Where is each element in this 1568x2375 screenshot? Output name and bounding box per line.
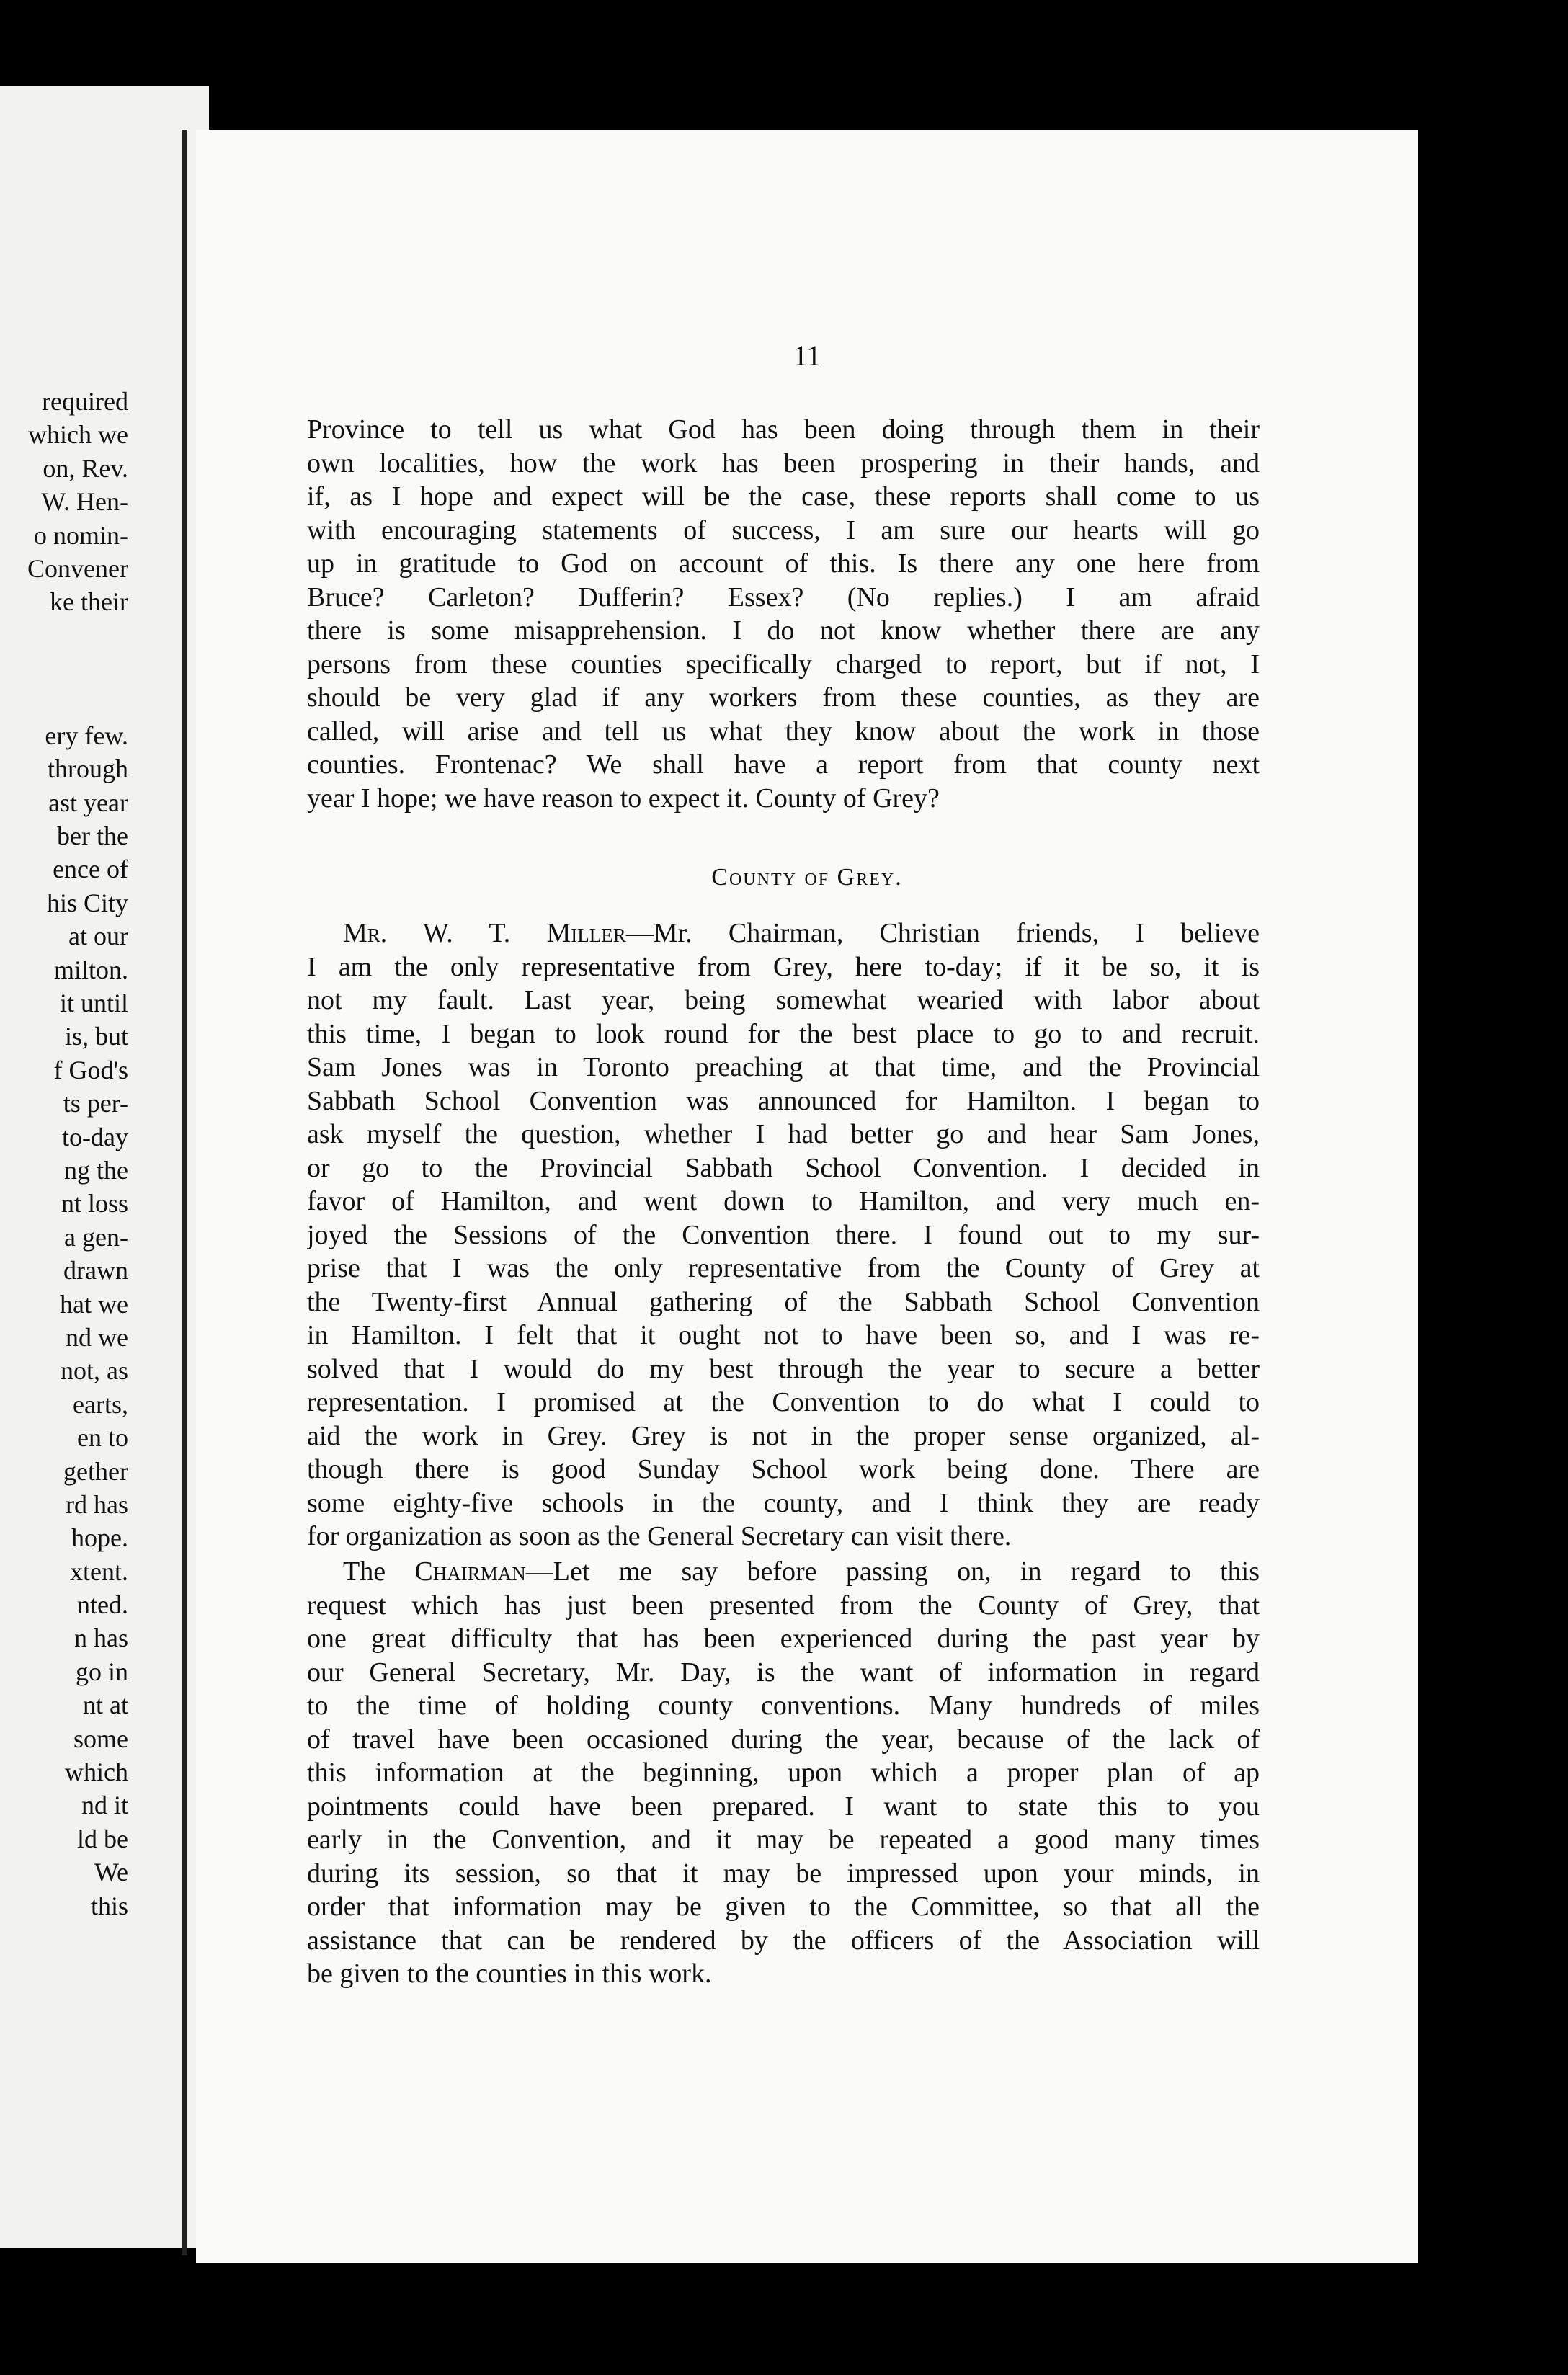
left-page-line: nt loss	[61, 1189, 128, 1218]
miller-paragraph	[307, 917, 1260, 1554]
text-line: year I hope; we have reason to expect it. County of Grey?	[307, 783, 940, 814]
text-line: our General Secretary, Mr. Day, is the want of information in regard	[307, 1657, 1260, 1688]
text-line: assistance that can be rendered by the officers of the Association will	[307, 1925, 1260, 1956]
text-line: ask myself the question, whether I had better go and hear Sam Jones,	[307, 1119, 1260, 1149]
chairman-first-line: The Chairman—Let me say before passing on, in regard to this	[343, 1556, 1260, 1587]
text-line: counties. Frontenac? We shall have a report from that county next	[307, 749, 1260, 780]
left-page-line: it until	[59, 989, 128, 1018]
left-page-line: hope.	[71, 1523, 128, 1553]
left-page-line: n has	[74, 1623, 128, 1653]
text-line: own localities, how the work has been prospering in their hands, and	[307, 447, 1260, 478]
left-page-line: nd we	[66, 1322, 128, 1352]
text-line: up in gratitude to God on account of this. Is there any one here from	[307, 548, 1260, 579]
speaker-name: Mr. W. T. Miller	[343, 918, 626, 948]
page-number: 11	[793, 339, 821, 372]
left-page-line: not, as	[61, 1356, 128, 1386]
left-page-line: milton.	[53, 955, 128, 984]
text-line: though there is good Sunday School work being done. There are	[307, 1454, 1260, 1484]
left-page-line: ence of	[53, 855, 128, 884]
left-page-line: his City	[46, 888, 128, 917]
left-page-line: at our	[68, 922, 128, 951]
text-line: joyed the Sessions of the Convention there. I found out to my sur-	[307, 1219, 1260, 1250]
left-page-text	[0, 385, 128, 1922]
left-page-line: f God's	[53, 1055, 128, 1084]
left-page-line: drawn	[63, 1256, 128, 1285]
left-page-line	[0, 652, 128, 685]
text-line: to the time of holding county conventions. Many hundreds of miles	[307, 1690, 1260, 1721]
text-line: there is some misapprehension. I do not know whether there are any	[307, 615, 1260, 646]
left-page-line: go in	[75, 1657, 128, 1686]
left-page-line: a gen-	[64, 1222, 128, 1252]
text-line: in Hamilton. I felt that it ought not to have been so, and I was re-	[307, 1320, 1260, 1350]
text-line: early in the Convention, and it may be repeated a good many times	[307, 1824, 1260, 1855]
text-line: Sam Jones was in Toronto preaching at that time, and the Provincial	[307, 1052, 1260, 1082]
text-line: aid the work in Grey. Grey is not in the proper sense organized, al-	[307, 1420, 1260, 1451]
left-page-line: ast year	[48, 788, 128, 817]
text-line: if, as I hope and expect will be the case, these reports shall come to us	[307, 481, 1260, 512]
page-gutter	[182, 130, 187, 2255]
left-page-fragment	[0, 86, 209, 2248]
intro-paragraph	[307, 413, 1260, 815]
left-page-line: ke their	[50, 587, 128, 617]
text-line: should be very glad if any workers from these counties, as they are	[307, 682, 1260, 713]
left-page-line: nd it	[81, 1791, 128, 1820]
text-line: request which has just been presented from the County of Grey, that	[307, 1590, 1260, 1621]
text-line: Bruce? Carleton? Dufferin? Essex? (No replies.) I am afraid	[307, 582, 1260, 612]
chairman-paragraph	[307, 1555, 1260, 1991]
text-line: this time, I began to look round for the best place to go to and recruit.	[307, 1018, 1260, 1049]
left-page-line	[0, 619, 128, 652]
left-page-line: required	[42, 387, 128, 416]
left-page-line: We	[94, 1858, 128, 1887]
left-page-line: through	[48, 754, 128, 784]
text-line: Sabbath School Convention was announced for Hamilton. I began to	[307, 1085, 1260, 1116]
left-page-line: on, Rev.	[43, 453, 128, 483]
left-page-line: which	[65, 1757, 128, 1787]
left-page-line: ery few.	[45, 721, 128, 750]
left-page-line: some	[74, 1724, 128, 1753]
text-line: pointments could have been prepared. I want to state this to you	[307, 1791, 1260, 1822]
text-line: not my fault. Last year, being somewhat wearied with labor about	[307, 985, 1260, 1015]
text-line: solved that I would do my best through the year to secure a better	[307, 1353, 1260, 1384]
left-page-line: Convener	[27, 553, 128, 583]
left-page-line: earts,	[73, 1389, 128, 1419]
left-page-line: rd has	[66, 1489, 128, 1519]
left-page-line: W. Hen-	[41, 487, 128, 517]
left-page-line: ber the	[57, 821, 128, 851]
text-line: representation. I promised at the Convention to do what I could to	[307, 1387, 1260, 1417]
text-line: this information at the beginning, upon which a proper plan of ap	[307, 1757, 1260, 1788]
left-page-line: gether	[63, 1456, 128, 1486]
text-line: of travel have been occasioned during the year, because of the lack of	[307, 1724, 1260, 1755]
text-line: order that information may be given to the Committee, so that all the	[307, 1891, 1260, 1922]
text-line: called, will arise and tell us what they know about the work in those	[307, 716, 1260, 747]
left-page-line: nt at	[83, 1690, 128, 1720]
section-heading: County of Grey.	[711, 864, 903, 891]
left-page-line: hat we	[60, 1289, 128, 1319]
main-page	[196, 130, 1418, 2263]
text-line: prise that I was the only representative from the County of Grey at	[307, 1253, 1260, 1283]
left-page-line	[0, 686, 128, 719]
text-line: the Twenty-first Annual gathering of the Sabbath School Convention	[307, 1286, 1260, 1317]
left-page-line: nted.	[77, 1590, 128, 1620]
left-page-line: xtent.	[70, 1556, 128, 1586]
speaker-name: Chairman	[414, 1556, 526, 1587]
text-line: one great difficulty that has been experienced during the past year by	[307, 1623, 1260, 1654]
text-line: for organization as soon as the General Secretary can visit there.	[307, 1521, 1012, 1551]
text-line: I am the only representative from Grey, here to-day; if it be so, it is	[307, 951, 1260, 982]
left-page-line: en to	[77, 1423, 128, 1453]
left-page-line: this	[90, 1891, 128, 1920]
left-page-line: ld be	[77, 1824, 128, 1853]
text-line: be given to the counties in this work.	[307, 1959, 712, 1989]
text-line: favor of Hamilton, and went down to Hamilton, and very much en-	[307, 1186, 1260, 1216]
left-page-line: ts per-	[63, 1089, 128, 1118]
text-line: Province to tell us what God has been doing through them in their	[307, 414, 1260, 445]
text-line: or go to the Provincial Sabbath School Convention. I decided in	[307, 1152, 1260, 1183]
left-page-line: is, but	[64, 1022, 128, 1051]
left-page-line: which we	[28, 420, 128, 450]
text-line: some eighty-five schools in the county, and I think they are ready	[307, 1487, 1260, 1518]
left-page-line: to-day	[62, 1122, 128, 1151]
text-line: during its session, so that it may be impressed upon your minds, in	[307, 1858, 1260, 1889]
text-line: with encouraging statements of success, I am sure our hearts will go	[307, 514, 1260, 545]
left-page-line: ng the	[64, 1155, 128, 1185]
miller-first-line: Mr. W. T. Miller—Mr. Chairman, Christian friends, I believe	[343, 918, 1260, 948]
text-line: persons from these counties specifically charged to report, but if not, I	[307, 649, 1260, 679]
left-page-line: o nomin-	[34, 520, 128, 550]
